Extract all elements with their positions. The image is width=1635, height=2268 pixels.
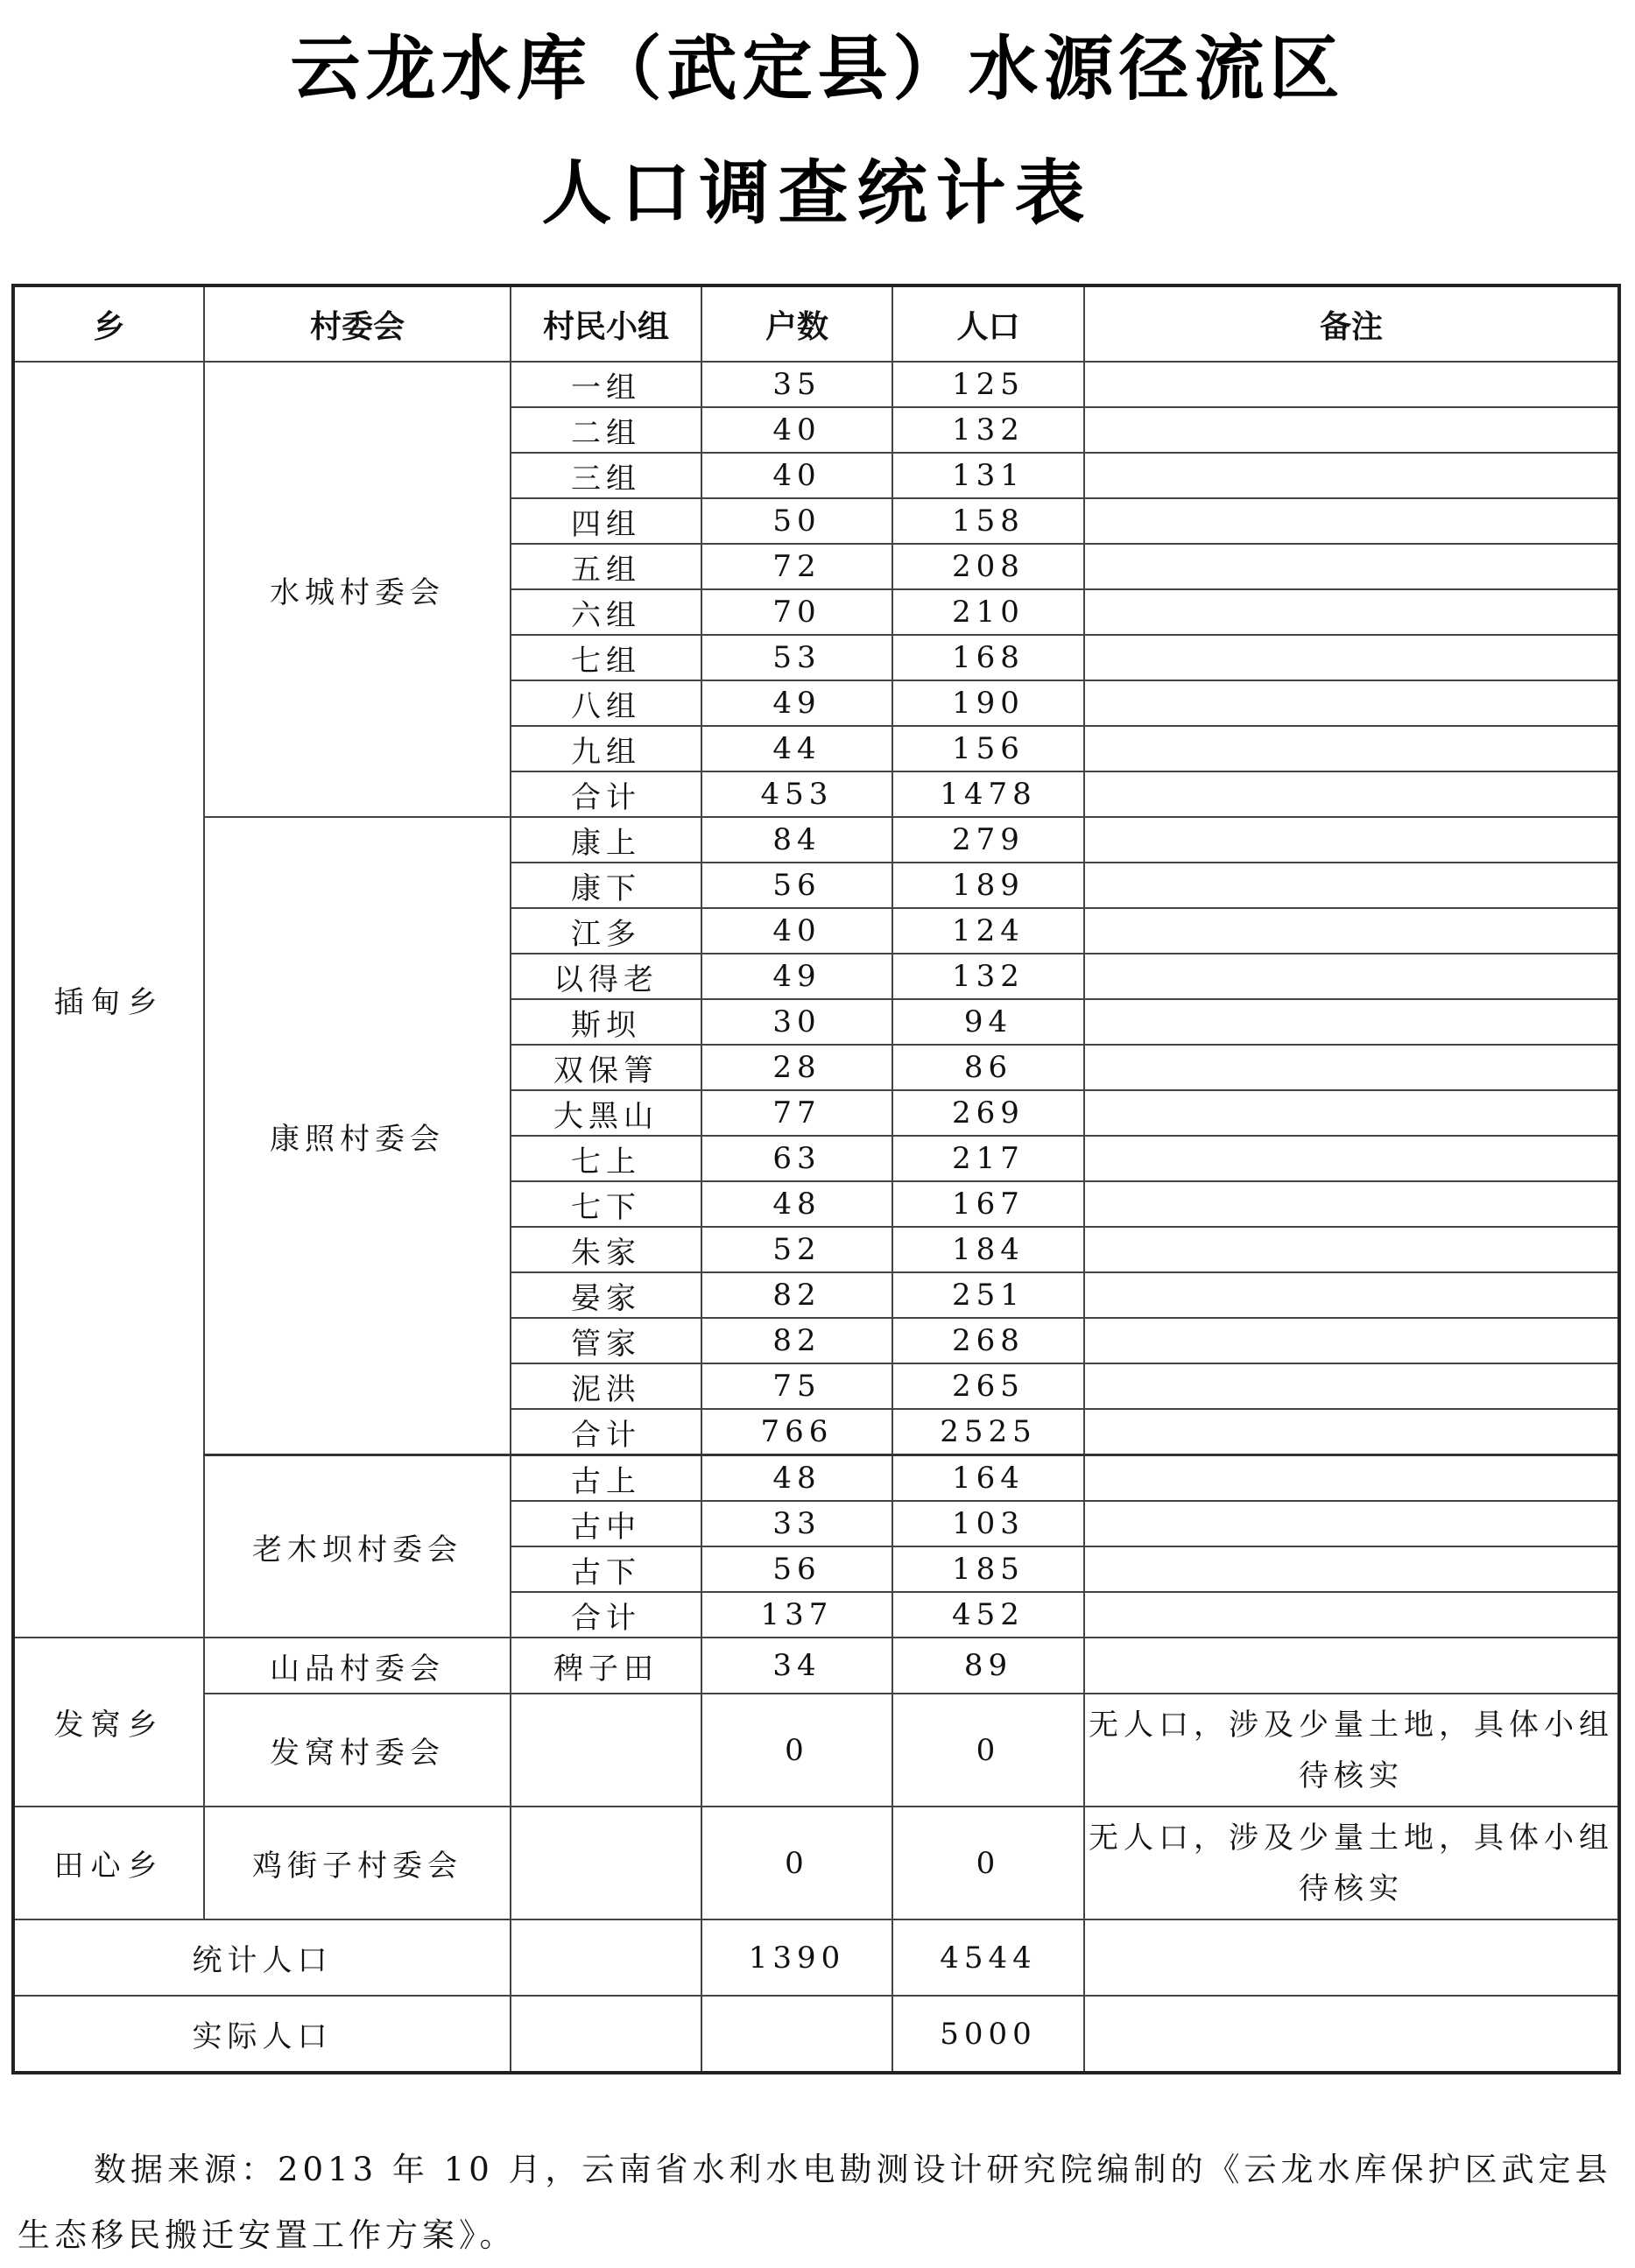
villager-group-cell (511, 1807, 701, 1919)
actual-total-label: 实际人口 (13, 1996, 511, 2073)
notes-cell: 无人口，涉及少量土地，具体小组待核实 (1084, 1807, 1619, 1919)
villager-group-cell: 一组 (511, 362, 701, 407)
notes-cell: 无人口，涉及少量土地，具体小组待核实 (1084, 1694, 1619, 1807)
notes-cell (1084, 1409, 1619, 1455)
document-title-line1: 云龙水库（武定县）水源径流区 (290, 27, 1345, 109)
notes-cell (1084, 635, 1619, 680)
households-cell: 0 (701, 1807, 892, 1919)
table-row (13, 1455, 1619, 1502)
population-cell: 86 (892, 1045, 1084, 1090)
notes-cell (1084, 1546, 1619, 1592)
households-cell: 84 (701, 817, 892, 863)
population-cell: 217 (892, 1136, 1084, 1181)
households-cell: 52 (701, 1227, 892, 1272)
villager-group-cell: 古下 (511, 1546, 701, 1592)
table-row (13, 1807, 1619, 1919)
population-survey-table (11, 284, 1621, 2074)
notes-cell (1084, 1592, 1619, 1638)
villager-group-cell (511, 1694, 701, 1807)
stat-total-row (13, 1919, 1619, 1996)
households-cell: 72 (701, 544, 892, 589)
villager-group-cell: 三组 (511, 453, 701, 498)
actual-total-households (701, 1996, 892, 2073)
households-cell: 766 (701, 1409, 892, 1455)
population-cell: 164 (892, 1455, 1084, 1502)
notes-cell (1084, 954, 1619, 999)
villager-group-cell: 江多 (511, 908, 701, 954)
households-cell: 0 (701, 1694, 892, 1807)
population-cell: 268 (892, 1318, 1084, 1363)
township-cell: 发窝乡 (13, 1638, 204, 1807)
population-cell: 1478 (892, 771, 1084, 817)
notes-cell (1084, 362, 1619, 407)
notes-cell (1084, 589, 1619, 635)
notes-cell (1084, 544, 1619, 589)
notes-cell (1084, 407, 1619, 453)
stat-total-population: 4544 (892, 1919, 1084, 1996)
villager-group-cell: 双保箐 (511, 1045, 701, 1090)
villager-group-cell: 七下 (511, 1181, 701, 1227)
table-body (13, 362, 1619, 2073)
households-cell: 70 (701, 589, 892, 635)
population-cell: 167 (892, 1181, 1084, 1227)
actual-total-notes (1084, 1996, 1619, 2073)
population-cell: 251 (892, 1272, 1084, 1318)
village-committee-cell: 老木坝村委会 (204, 1455, 511, 1638)
households-cell: 40 (701, 908, 892, 954)
village-committee-cell: 山品村委会 (204, 1638, 511, 1694)
population-cell: 132 (892, 407, 1084, 453)
villager-group-cell: 以得老 (511, 954, 701, 999)
notes-cell (1084, 771, 1619, 817)
population-cell: 269 (892, 1090, 1084, 1136)
villager-group-cell: 康下 (511, 863, 701, 908)
notes-cell (1084, 680, 1619, 726)
header-population: 人口 (892, 285, 1084, 362)
households-cell: 82 (701, 1272, 892, 1318)
villager-group-cell: 七组 (511, 635, 701, 680)
header-village-committee: 村委会 (204, 285, 511, 362)
households-cell: 137 (701, 1592, 892, 1638)
table-row (13, 817, 1619, 863)
township-cell: 田心乡 (13, 1807, 204, 1919)
villager-group-cell: 八组 (511, 680, 701, 726)
households-cell: 49 (701, 680, 892, 726)
notes-cell (1084, 1318, 1619, 1363)
population-cell: 103 (892, 1501, 1084, 1546)
notes-cell (1084, 453, 1619, 498)
notes-cell (1084, 1090, 1619, 1136)
notes-cell (1084, 1181, 1619, 1227)
villager-group-cell: 泥洪 (511, 1363, 701, 1409)
population-cell: 0 (892, 1694, 1084, 1807)
notes-cell (1084, 1045, 1619, 1090)
households-cell: 453 (701, 771, 892, 817)
households-cell: 49 (701, 954, 892, 999)
actual-total-group (511, 1996, 701, 2073)
notes-cell (1084, 908, 1619, 954)
villager-group-cell: 稗子田 (511, 1638, 701, 1694)
villager-group-cell: 晏家 (511, 1272, 701, 1318)
stat-total-notes (1084, 1919, 1619, 1996)
population-cell: 185 (892, 1546, 1084, 1592)
households-cell: 48 (701, 1455, 892, 1502)
households-cell: 53 (701, 635, 892, 680)
notes-cell (1084, 1136, 1619, 1181)
notes-cell (1084, 1272, 1619, 1318)
villager-group-cell: 管家 (511, 1318, 701, 1363)
households-cell: 56 (701, 1546, 892, 1592)
households-cell: 34 (701, 1638, 892, 1694)
population-cell: 210 (892, 589, 1084, 635)
stat-total-households: 1390 (701, 1919, 892, 1996)
notes-cell (1084, 1501, 1619, 1546)
population-cell: 189 (892, 863, 1084, 908)
population-cell: 156 (892, 726, 1084, 771)
households-cell: 50 (701, 498, 892, 544)
population-cell: 168 (892, 635, 1084, 680)
header-township: 乡 (13, 285, 204, 362)
households-cell: 75 (701, 1363, 892, 1409)
villager-group-cell: 七上 (511, 1136, 701, 1181)
footnote-text: 数据来源：2013 年 10 月，云南省水利水电勘测设计研究院编制的《云龙水库保护区武定县生态移民搬迁安置工作方案》。 (18, 2151, 1612, 2254)
households-cell: 40 (701, 407, 892, 453)
villager-group-cell: 大黑山 (511, 1090, 701, 1136)
villager-group-cell: 朱家 (511, 1227, 701, 1272)
villager-group-cell: 古中 (511, 1501, 701, 1546)
village-committee-cell: 发窝村委会 (204, 1694, 511, 1807)
notes-cell (1084, 817, 1619, 863)
header-row (13, 285, 1619, 362)
villager-group-cell: 六组 (511, 589, 701, 635)
households-cell: 28 (701, 1045, 892, 1090)
notes-cell (1084, 1638, 1619, 1694)
population-cell: 265 (892, 1363, 1084, 1409)
population-cell: 124 (892, 908, 1084, 954)
population-cell: 184 (892, 1227, 1084, 1272)
villager-group-cell: 斯坝 (511, 999, 701, 1045)
households-cell: 33 (701, 1501, 892, 1546)
township-cell: 插甸乡 (13, 362, 204, 1638)
population-cell: 94 (892, 999, 1084, 1045)
stat-total-group (511, 1919, 701, 1996)
data-source-footnote (18, 2137, 1617, 2268)
population-cell: 208 (892, 544, 1084, 589)
villager-group-cell: 康上 (511, 817, 701, 863)
population-cell: 0 (892, 1807, 1084, 1919)
households-cell: 30 (701, 999, 892, 1045)
notes-cell (1084, 1455, 1619, 1502)
actual-total-row (13, 1996, 1619, 2073)
village-committee-cell: 康照村委会 (204, 817, 511, 1455)
village-committee-cell: 鸡街子村委会 (204, 1807, 511, 1919)
village-committee-cell: 水城村委会 (204, 362, 511, 817)
stat-total-label: 统计人口 (13, 1919, 511, 1996)
notes-cell (1084, 863, 1619, 908)
population-cell: 89 (892, 1638, 1084, 1694)
notes-cell (1084, 999, 1619, 1045)
table-row (13, 1638, 1619, 1694)
households-cell: 35 (701, 362, 892, 407)
header-villager-group: 村民小组 (511, 285, 701, 362)
notes-cell (1084, 726, 1619, 771)
households-cell: 56 (701, 863, 892, 908)
households-cell: 40 (701, 453, 892, 498)
table-row (13, 362, 1619, 407)
households-cell: 48 (701, 1181, 892, 1227)
population-cell: 2525 (892, 1409, 1084, 1455)
table-row (13, 1694, 1619, 1807)
villager-group-cell: 四组 (511, 498, 701, 544)
households-cell: 63 (701, 1136, 892, 1181)
notes-cell (1084, 1227, 1619, 1272)
population-cell: 190 (892, 680, 1084, 726)
households-cell: 82 (701, 1318, 892, 1363)
villager-group-cell: 古上 (511, 1455, 701, 1502)
villager-group-cell: 二组 (511, 407, 701, 453)
villager-group-cell: 九组 (511, 726, 701, 771)
population-cell: 279 (892, 817, 1084, 863)
households-cell: 77 (701, 1090, 892, 1136)
villager-group-cell: 五组 (511, 544, 701, 589)
header-households: 户数 (701, 285, 892, 362)
notes-cell (1084, 1363, 1619, 1409)
villager-group-cell: 合计 (511, 1409, 701, 1455)
population-cell: 132 (892, 954, 1084, 999)
population-cell: 452 (892, 1592, 1084, 1638)
population-cell: 125 (892, 362, 1084, 407)
villager-group-cell: 合计 (511, 1592, 701, 1638)
population-cell: 158 (892, 498, 1084, 544)
villager-group-cell: 合计 (511, 771, 701, 817)
population-cell: 131 (892, 453, 1084, 498)
header-notes: 备注 (1084, 285, 1619, 362)
households-cell: 44 (701, 726, 892, 771)
document-title-line2: 人口调查统计表 (541, 151, 1094, 234)
notes-cell (1084, 498, 1619, 544)
actual-total-population: 5000 (892, 1996, 1084, 2073)
